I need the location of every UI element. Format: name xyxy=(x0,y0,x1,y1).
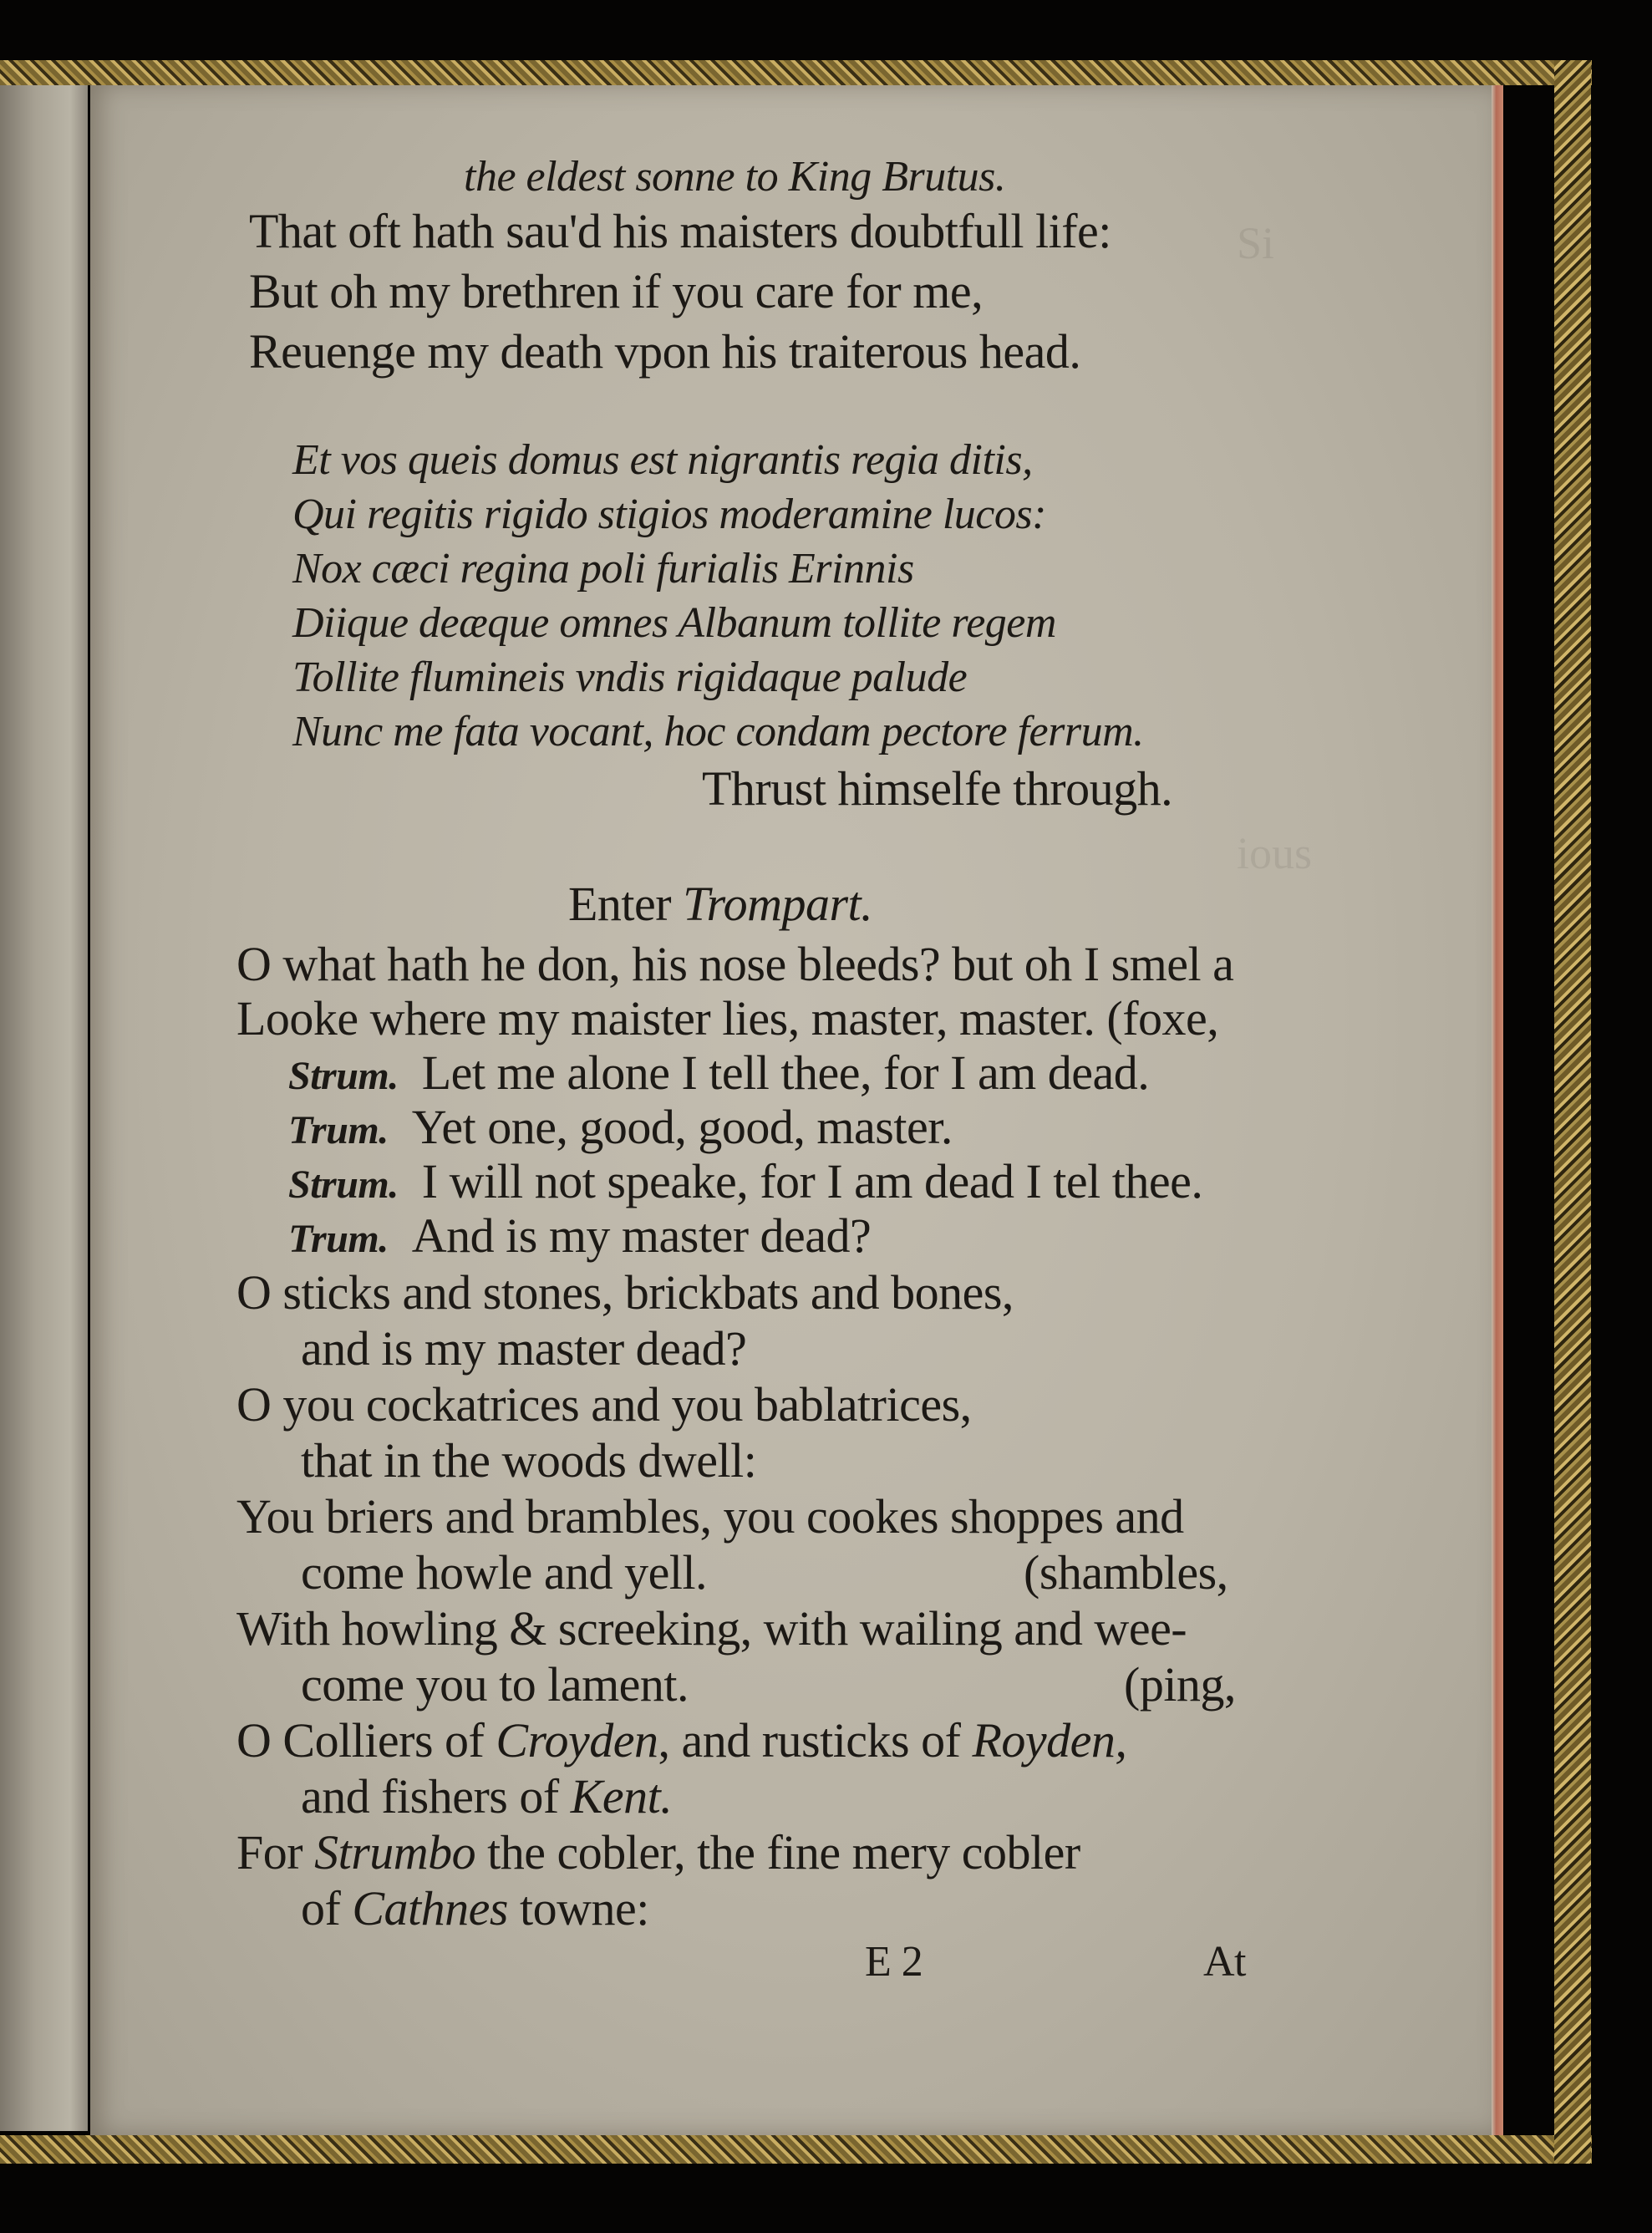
gilt-border-right xyxy=(1554,60,1591,2164)
latin-line: Nunc me fata vocant, hoc condam pectore ferrum. xyxy=(292,708,1144,755)
text-line: O sticks and stones, brickbats and bones, xyxy=(236,1265,1014,1320)
speaker-prefix: Strum. xyxy=(288,1054,399,1098)
running-head: the eldest sonne to King Brutus. xyxy=(464,153,1006,201)
text-line xyxy=(301,1881,649,1935)
previous-page-edge xyxy=(0,75,88,2131)
dialogue-text: Yet one, good, good, master. xyxy=(411,1100,953,1154)
show-through: Si xyxy=(1237,218,1275,268)
place-name: Croyden xyxy=(496,1713,658,1768)
text-line xyxy=(236,1713,1127,1768)
text-span: of xyxy=(301,1881,341,1935)
text-span: For xyxy=(236,1825,303,1879)
dialogue-line xyxy=(288,1100,953,1154)
text-line: But oh my brethren if you care for me, xyxy=(249,264,984,318)
catchword: At xyxy=(1203,1938,1246,1986)
text-line: You briers and brambles, you cookes shoppes and xyxy=(236,1489,1184,1544)
dialogue-line xyxy=(288,1045,1150,1100)
text-line: That oft hath sau'd his maisters doubtfull life: xyxy=(249,204,1111,258)
place-name: Cathnes xyxy=(352,1881,508,1935)
speaker-prefix: Trum. xyxy=(288,1217,389,1261)
text-line xyxy=(301,1769,673,1824)
gilt-border-top xyxy=(0,60,1592,85)
entrance-name: Trompart. xyxy=(683,877,873,931)
entrance-prefix: Enter xyxy=(568,877,672,931)
text-line: come howle and yell. xyxy=(301,1545,708,1600)
text-line: that in the woods dwell: xyxy=(301,1433,757,1488)
speaker-prefix: Trum. xyxy=(288,1108,389,1152)
text-line: Looke where my maister lies, master, master. (foxe, xyxy=(236,991,1219,1045)
dialogue-line xyxy=(288,1154,1203,1208)
signature-mark: E 2 xyxy=(865,1938,923,1986)
latin-line: Et vos queis domus est nigrantis regia ditis, xyxy=(292,436,1033,484)
text-line: With howling & screeking, with wailing and wee- xyxy=(236,1601,1187,1656)
text-span: O Colliers of xyxy=(236,1713,485,1768)
latin-line: Diique deæque omnes Albanum tollite regem xyxy=(292,599,1056,647)
page-fore-edge xyxy=(1492,84,1503,2139)
stage-direction: Thrust himselfe through. xyxy=(702,761,1173,816)
dialogue-text: I will not speake, for I am dead I tel thee. xyxy=(421,1154,1203,1208)
latin-line: Qui regitis rigido stigios moderamine lucos: xyxy=(292,491,1046,538)
place-name: Royden, xyxy=(972,1713,1127,1768)
latin-line: Tollite flumineis vndis rigidaque palude xyxy=(292,654,968,701)
dialogue-line xyxy=(288,1208,872,1263)
latin-line: Nox cæci regina poli furialis Erinnis xyxy=(292,545,914,593)
dialogue-text: And is my master dead? xyxy=(411,1208,872,1263)
text-line-turnover: (ping, xyxy=(1124,1657,1236,1712)
text-span: towne: xyxy=(519,1881,649,1935)
text-line-turnover: (shambles, xyxy=(1024,1545,1228,1600)
text-span: , and rusticks of xyxy=(658,1713,961,1768)
text-line: Reuenge my death vpon his traiterous head. xyxy=(249,324,1081,379)
text-span: the cobler, the fine mery cobler xyxy=(487,1825,1080,1879)
text-span: and fishers of xyxy=(301,1769,559,1824)
text-line: come you to lament. xyxy=(301,1657,689,1712)
character-name: Strumbo xyxy=(314,1825,476,1879)
text-line: and is my master dead? xyxy=(301,1321,747,1376)
dialogue-text: Let me alone I tell thee, for I am dead. xyxy=(421,1045,1150,1100)
text-line: O you cockatrices and you bablatrices, xyxy=(236,1377,972,1432)
text-line: O what hath he don, his nose bleeds? but oh I smel a xyxy=(236,937,1234,991)
entrance-direction xyxy=(568,877,873,931)
show-through: ious xyxy=(1237,828,1313,878)
place-name: Kent. xyxy=(570,1769,673,1824)
speaker-prefix: Strum. xyxy=(288,1162,399,1207)
gilt-border-bottom xyxy=(0,2135,1592,2164)
text-line xyxy=(236,1825,1080,1879)
